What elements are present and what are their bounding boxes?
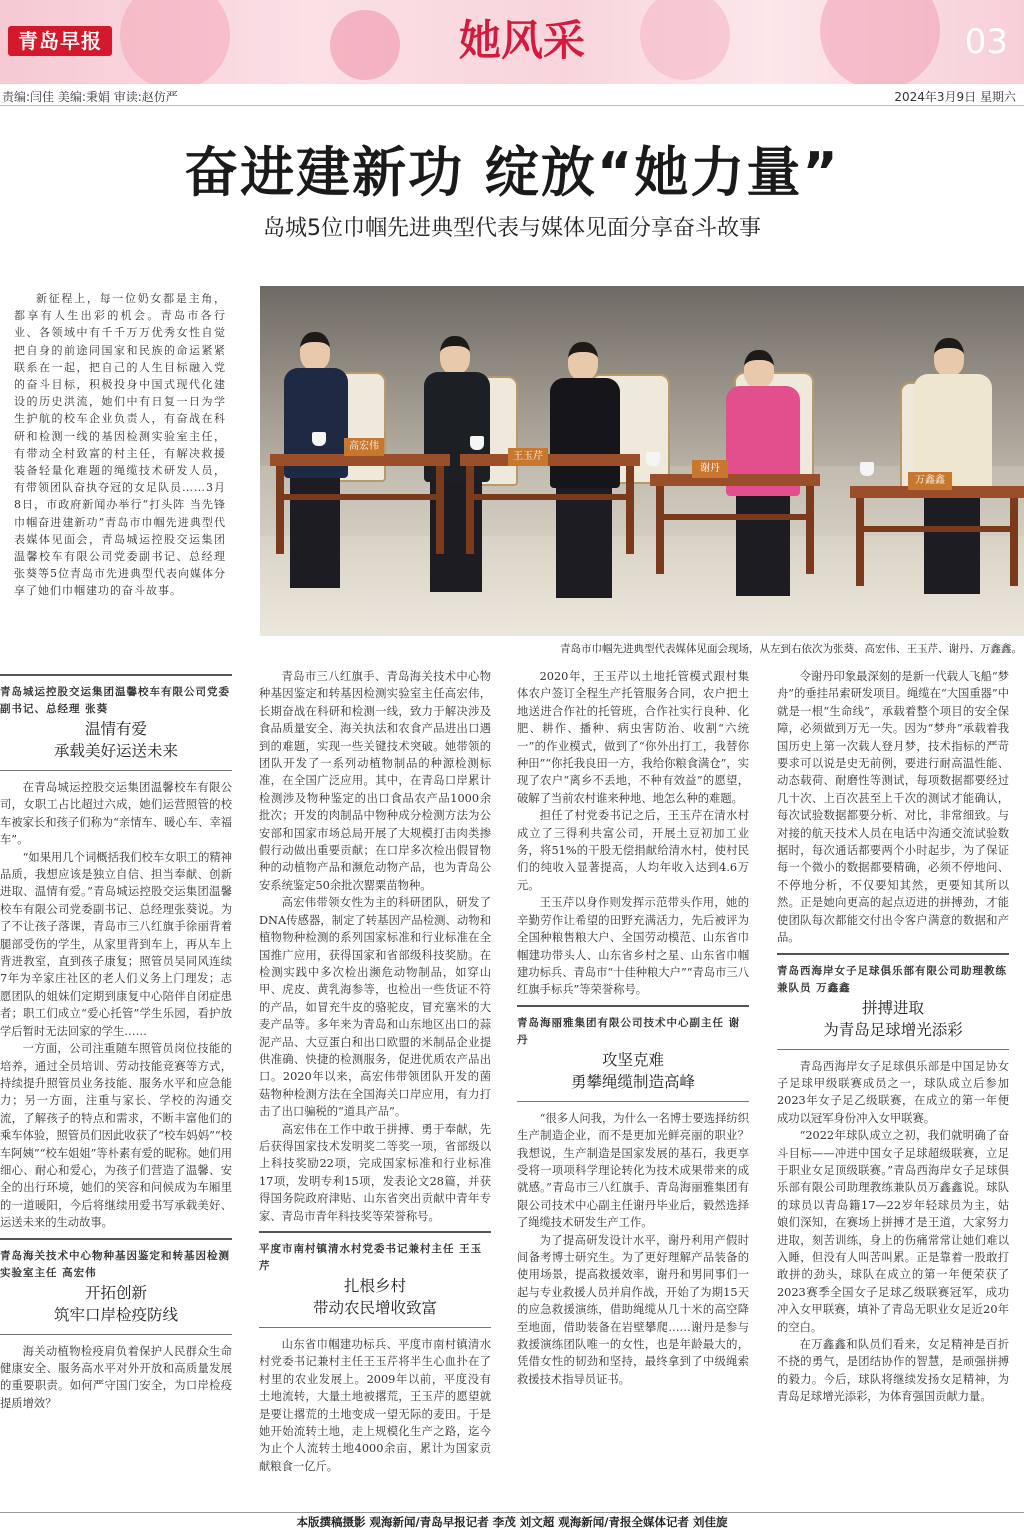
profile-byline: 青岛西海岸女子足球俱乐部有限公司助理教练兼队员 万鑫鑫 <box>777 964 1007 994</box>
intro-paragraph: 新征程上，每一位奶女都是主角，都享有人生出彩的机会。青岛市各行业、各领域中有千千万万优秀女性自觉把自身的前途同国家和民族的命运紧紧联系在一起，把自己的人生目标融入党的奋斗目标，积极投身中国式现代化建设的历史洪流，她们中有日复一日为学生护航的校车企业负责人，有奋战在科研和检测一线的基因检测实验室主任，有带动全村致富的村主任，有解决救援装备轻量化难题的绳缆技术研发人员，有带领团队奋执夺冠的女足队员……3月8日，市政府新闻办举行“打头阵 当先锋 巾帼奋进建新功”青岛市巾帼先进典型代表媒体见面会，青岛城运控股交运集团温馨校车有限公司党委副书记、总经理张葵等5位青岛市先进典型代表向媒体分享了她们巾帼建功的奋斗故事。 <box>14 292 226 598</box>
section-title: 她风采 <box>458 16 585 65</box>
paragraph: 王玉芹以身作则发挥示范带头作用，她的辛勤劳作让希望的田野充满活力，先后被评为全国种粮售粮大户、全国劳动模范、山东省巾帼建功带头人、山东省乡村之星、山东省巾帼建功标兵、青岛市“十佳种粮大户”“青岛市三八红旗手标兵”等荣誉称号。 <box>517 896 749 997</box>
profile-title: 开拓创新 <box>84 1283 147 1302</box>
profile-subtitle: 勇攀绳缆制造高峰 <box>517 1071 749 1102</box>
paragraph: 青岛市三八红旗手、青岛海关技术中心物种基因鉴定和转基因检测实验室主任高宏伟，长期奋战在科研和检测一线，致力于解决涉及食品质量安全、海关执法和农食产品进出口遇到的难题，实现一些关键技术突破。她带领的团队开发了一系列动植物制品的种源检测标准，在全国广泛应用。其中，在青岛口岸累计检测涉及物种鉴定的出口食品农产品1000余批次；开发的肉制品中物种成分检测方法为公安部和国家市场总局开展了大规模打击肉类掺假行动做出重要贡献；在口岸多次检出假冒物种的动植物产品和濒危动物产品，也为青岛公安系统鉴定50余批次罂粟苗物种。 <box>259 670 491 892</box>
sub-headline: 岛城5位巾帼先进典型代表与媒体见面分享奋斗故事 <box>263 216 761 241</box>
desk <box>850 486 1024 586</box>
teacup <box>470 436 484 450</box>
profile-byline: 平度市南村镇清水村党委书记兼村主任 王玉芹 <box>259 1243 483 1272</box>
teacup <box>860 462 874 476</box>
profile-title: 温情有爱 <box>84 720 147 738</box>
profile-zhang-kui <box>0 674 232 1232</box>
nameplate: 王玉芹 <box>508 448 548 466</box>
paragraph: “2022年球队成立之初，我们就明确了奋斗目标——冲进中国女子足球超级联赛，立足于职业女足顶级联赛。”青岛西海岸女子足球俱乐部有限公司助理教练兼队员万鑫鑫说。球队的球员以青岛籍17—22岁年轻球员为主，姑娘们深知，在赛场上拼搏才是王道，大家努力进取，刻苦训练，身上的伤痛常常让她们难以入睡，但没有人叫苦叫累。正是靠着一股敢打敢拼的劲头，球队在成立的第一年便荣获了2023赛季全国女子足球乙级联赛冠军，成功冲入女甲联赛，填补了青岛无职业女足近20年的空白。 <box>777 1129 1009 1334</box>
paragraph: 为了提高研发设计水平，谢丹利用产假时间备考博士研究生。为了更好理解产品装备的使用场景，提高救援效率，谢丹和男同事们一起与专业救援人员并肩作战，开始了为期15天的应急救援演练，借助绳缆从几十米的高空降至地面，借助装备在岩壁攀爬……谢丹是参与救援演练团队唯一的女性，也是年龄最大的，凭借女性的韧劲和坚持，最终拿到了中级绳索救援技术指导员证书。 <box>517 1233 749 1386</box>
nameplate: 高宏伟 <box>344 438 384 456</box>
profile-byline: 青岛城运控股交运集团温馨校车有限公司党委副书记、总经理 张葵 <box>0 686 230 715</box>
photo-caption: 青岛市巾帼先进典型代表媒体见面会现场，从左到右依次为张葵、高宏伟、王玉芹、谢丹、万鑫鑫。 <box>560 643 1022 655</box>
flower-decoration <box>120 0 230 84</box>
column-1 <box>0 668 232 1506</box>
flower-decoration <box>640 0 730 80</box>
column-2 <box>259 668 491 1506</box>
paragraph: 一方面，公司注重随车照管员岗位技能的培养，通过全员培训、劳动技能竞赛等方式，持续提升照管员业务技能、服务水平和应急能力；另一方面，注重与家长、学校的沟通交流，了解孩子的特点和需求，不断丰富他们的乘车体验，照管员们因此收获了“校车妈妈”“校车阿姨”“校车姐姐”等朴素有爱的昵称。她们用细心、耐心和爱心，为孩子们营造了温馨、安全的出行环境，她们的笑容和问候成为车厢里的一道暖阳，今后将继续用爱书写承载美好、运送未来的生动故事。 <box>0 1042 232 1230</box>
meta-bar <box>0 84 1024 106</box>
page-number: 03 <box>964 22 1008 62</box>
teacup <box>646 452 660 466</box>
issue-date: 2024年3月9日 星期六 <box>894 90 1016 104</box>
profile-subtitle: 筑牢口岸检疫防线 <box>0 1304 232 1335</box>
paragraph: 2020年，王玉芹以土地托管模式跟村集体农户签订全程生产托管服务合同，农户把土地送进合作社的托管班，合作社实行良种、化肥、耕作、播种、病虫害防治、收割“六统一”的作业模式，做到了“你外出打工，我替你种田”“你托我良田一方，我给你粮食满仓”，实现了农户“离乡不丢地，不种有效益”的愿望，破解了当前农村谁来种地、地怎么种的难题。 <box>517 670 749 805</box>
paragraph: 海关动植物检疫肩负着保护人民群众生命健康安全、服务高水平对外开放和高质量发展的重要职责。如何严守国门安全，为口岸检疫提质增效？ <box>0 1344 232 1410</box>
profile-title: 扎根乡村 <box>343 1277 406 1295</box>
paragraph: 在万鑫鑫和队员们看来，女足精神是百折不挠的勇气，是团结协作的智慧，是顽强拼搏的毅力。今后，球队将继续发扬女足精神，为青岛足球增光添彩，为体育强国贡献力量。 <box>777 1338 1009 1404</box>
paragraph: 高宏伟带领女性为主的科研团队，研发了DNA传感器，制定了转基因产品检测、动物和植物物种检测的系列国家标准和行业标准在全国推广应用，获得国家和省部级科技奖励。在检测实践中多次检出濒危动物制品，如穿山甲、虎皮、黄乳海参等，也检出一些货证不符的产品，如冒充牛皮的骆驼皮，冒充塞米的大麦产品等。多年来为青岛和山东地区出口的蒜泥产品、大豆蛋白和出口欧盟的米制品企业提供准确、快捷的检测服务，促进优质农产品出口。2020年以来，高宏伟带领团队开发的菌菇物种检测方法在全国海关口岸应用，有力打击了出口骗税的“道具产品”。 <box>259 896 491 1119</box>
nameplate: 万鑫鑫 <box>908 472 952 490</box>
desk <box>270 454 450 554</box>
header-banner <box>0 0 1024 84</box>
page-credits: 本版撰稿摄影 观海新闻/青岛早报记者 李茂 刘文超 观海新闻/青报全媒体记者 刘佳旋 <box>0 1512 1024 1531</box>
editors-credit: 责编:闫佳 美编:秉娟 审读:赵仿严 <box>2 90 178 104</box>
profile-byline: 青岛海关技术中心物种基因鉴定和转基因检测实验室主任 高宏伟 <box>0 1249 230 1279</box>
event-photo <box>260 286 1024 636</box>
paragraph: 担任了村党委书记之后，王玉芹在清水村成立了三得利共富公司，开展土豆初加工业务，将51%的干股无偿捐献给清水村，使村民们的纯收入显著提高，人均年收入达到4.6万元。 <box>517 809 749 892</box>
paragraph: 高宏伟在工作中敢于拼搏、勇于奉献，先后获得国家技术发明奖二等奖一项，省部级以上科技奖励22项，完成国家标准和行业标准17项，发明专利15项，发表论文28篇，并获得国务院政府津贴、山东省突出贡献中青年专家、青岛市青年科技奖等荣誉称号。 <box>259 1122 491 1223</box>
flower-decoration <box>820 0 940 84</box>
paragraph: 在青岛城运控股交运集团温馨校车有限公司，女职工占比超过六成，她们运营照管的校车被家长和孩子们称为“亲情车、暖心车、幸福车”。 <box>0 781 232 847</box>
column-3 <box>517 668 749 1506</box>
profile-xie-dan <box>517 1005 749 1389</box>
newspaper-logo: 青岛早报 <box>8 26 112 56</box>
column-4 <box>777 668 1009 1506</box>
desk <box>460 454 640 554</box>
profile-subtitle: 为青岛足球增光添彩 <box>777 1019 1009 1050</box>
nameplate: 谢丹 <box>692 460 728 478</box>
paragraph: 山东省巾帼建功标兵、平度市南村镇清水村党委书记兼村主任王玉芹将半生心血扑在了村里的农业发展上。2009年以前，平度没有土地流转，大量土地被撂荒，王玉芹的愿望就是要让撂荒的土地变成一望无际的麦田。于是她开始流转土地，走上规模化生产之路，迄今为止个人流转土地4000余亩，累计为国家贡献粮食一亿斤。 <box>259 1338 491 1473</box>
paragraph: 青岛西海岸女子足球俱乐部是中国足协女子足球甲级联赛成员之一，球队成立后参加2023年女子足乙级联赛，在成立的第一年便成功以冠军身份冲入女甲联赛。 <box>777 1059 1009 1125</box>
profile-wan-xinxin <box>777 953 1009 1406</box>
paragraph: “如果用几个词概括我们校车女职工的精神品质，我想应该是独立自信、担当奉献、创新进取、温情有爱。”青岛城运控股交运集团温馨校车有限公司党委副书记、总经理张葵说。为了不让孩子落课，青岛市三八红旗手徐丽背着腿部受伤的学生，从家里背到车上，再从车上背进教室，直到孩子康复；照管员吴同风连续7年为辛家庄社区的老人们义务上门理发；志愿团队的姐妹们定期到康复中心陪伴自闭症患者；职工们成立“爱心托管”学生乐园，看护放学后暂时无法回家的学生…… <box>0 850 232 1038</box>
desk <box>650 474 820 574</box>
teacup <box>312 432 326 446</box>
flower-decoration <box>330 10 400 80</box>
paragraph: “很多人问我，为什么一名博士要选择纺织生产制造企业，而不是更加光鲜亮丽的职业？我想说，生产制造是国家发展的基石，我更享受将一项项科学理论转化为技术成果带来的成就感。”青岛市三八红旗手、青岛海丽雅集团有限公司技术中心副主任谢丹毕业后，毅然选择了绳缆技术研发生产工作。 <box>517 1111 749 1230</box>
main-headline: 奋进建新功 绽放“她力量” <box>184 141 840 204</box>
profile-subtitle: 承载美好运送未来 <box>0 740 232 771</box>
profile-subtitle: 带动农民增收致富 <box>259 1297 491 1328</box>
profile-gao-hongwei <box>0 1238 232 1413</box>
profile-title: 攻坚克难 <box>601 1050 664 1069</box>
profile-title: 拼搏进取 <box>861 998 924 1017</box>
profile-byline: 青岛海丽雅集团有限公司技术中心副主任 谢丹 <box>517 1016 741 1046</box>
paragraph: 令谢丹印象最深刻的是新一代载人飞船“梦舟”的垂挂吊索研发项目。绳缆在“大国重器”中就是一根“生命线”，承载着整个项目的安全保障，必须做到万无一失。因为“梦舟”承载着我国历史上第一次载人登月梦，技术指标的严苛要求可以说是史无前例，要进行耐高温性能、动态载荷、耐磨性等测试，每项数据都要经过几十次、上百次甚至上千次的测试才能确认，每次试验数据都要分析、对比，非常细致。与对接的航天技术人员在电话中沟通交流试验数据时，每次通话都要两个小时起步，为了保证每一个微小的数据都要精确，必须不停地问、不停地分析，不仅要知其然，更要知其所以然。正是她向更高的起点迈进的拼搏劲，才能使团队每次都能交付出令客户满意的数据和产品。 <box>777 670 1009 945</box>
profile-wang-yuqin <box>259 1231 491 1475</box>
